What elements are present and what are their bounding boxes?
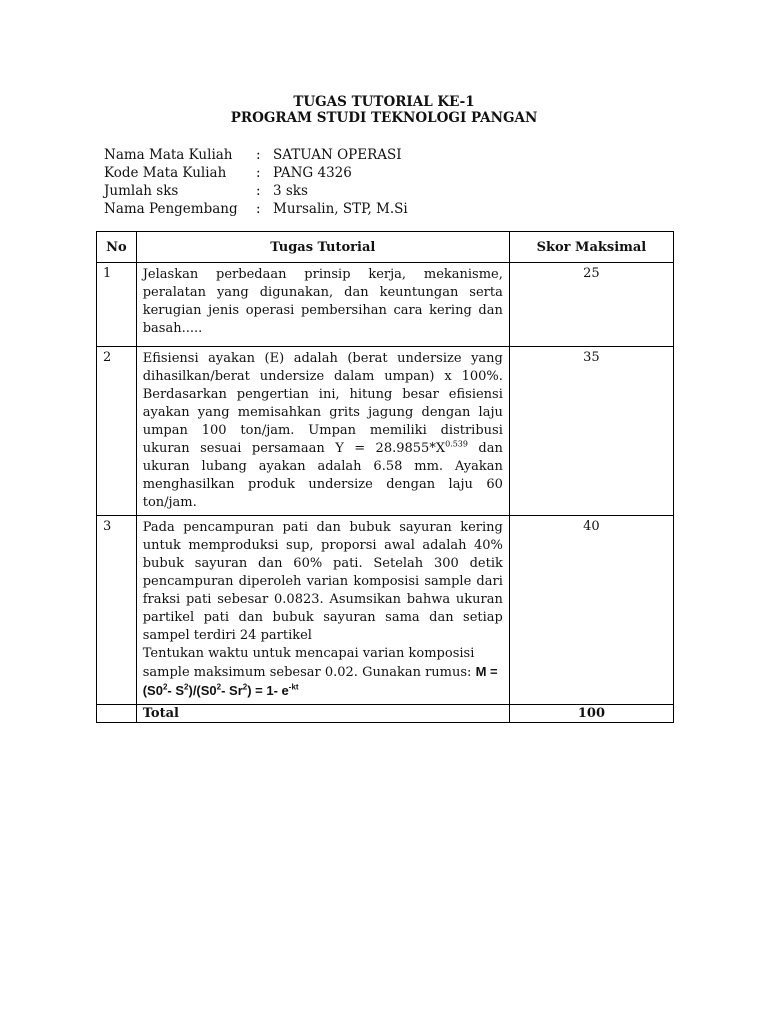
document-title: TUGAS TUTORIAL KE-1 xyxy=(293,94,475,110)
formula-part: )/(S0 xyxy=(188,683,217,698)
colon: : xyxy=(256,183,261,199)
row-number: 2 xyxy=(97,347,137,516)
credits-value: 3 sks xyxy=(273,183,308,199)
task-text-part: Efisiensi ayakan (E) adalah (berat undersize yang dihasilkan/berat undersize dalam umpan) x 100%. Berdasarkan pengertian ini, hitung besar efisiensi ayakan yang memisahkan grits jagung dengan laju umpan 100 ton/jam. Umpan memiliki distribusi ukuran sesuai persamaan Y = 28.9855*X xyxy=(142,351,503,456)
task-text xyxy=(136,516,509,705)
total-value: 100 xyxy=(509,705,673,723)
table-row xyxy=(97,516,674,705)
colon: : xyxy=(256,165,261,181)
formula-superscript: 2 xyxy=(216,682,222,692)
formula-part: - Sr xyxy=(221,683,243,698)
row-score: 40 xyxy=(509,516,673,705)
exponent: 0.539 xyxy=(445,439,468,449)
total-row xyxy=(97,705,674,723)
credits-row xyxy=(104,182,408,200)
row-score: 35 xyxy=(509,347,673,516)
formula-superscript: 2 xyxy=(184,682,189,692)
developer-value: Mursalin, STP, M.Si xyxy=(273,201,408,217)
colon: : xyxy=(256,201,261,217)
formula-superscript: -kt xyxy=(288,682,299,692)
course-name-row xyxy=(104,146,408,164)
tutorial-table xyxy=(96,231,674,723)
course-name-value: SATUAN OPERASI xyxy=(273,147,402,163)
course-name-label: Nama Mata Kuliah xyxy=(104,147,233,163)
header-no: No xyxy=(97,232,137,263)
header-task: Tugas Tutorial xyxy=(136,232,509,263)
table-row xyxy=(97,263,674,347)
colon: : xyxy=(256,147,261,163)
total-label: Total xyxy=(136,705,509,723)
task-text xyxy=(136,347,509,516)
formula-part: ) = 1- e xyxy=(247,683,289,698)
row-score: 25 xyxy=(509,263,673,347)
task-text-part: Tentukan waktu untuk mencapai varian komposisi sample maksimum sebesar 0.02. Gunakan rumus: xyxy=(142,646,476,680)
course-info xyxy=(104,146,408,218)
table-row xyxy=(97,347,674,516)
course-code-value: PANG 4326 xyxy=(273,165,352,181)
developer-row xyxy=(104,200,408,218)
credits-label: Jumlah sks xyxy=(104,183,179,199)
formula-superscript: 2 xyxy=(242,682,248,692)
course-code-label: Kode Mata Kuliah xyxy=(104,165,227,181)
task-text-part: Pada pencampuran pati dan bubuk sayuran kering untuk memproduksi sup, proporsi awal adalah 40% bubuk sayuran dan 60% pati. Setelah 300 detik pencampuran diperoleh varian komposisi sample dari fraksi pati sebesar 0.0823. Asumsikan bahwa ukuran partikel pati dan bubuk sayuran sama dan setiap sampel terdiri 24 partikel xyxy=(142,520,503,643)
course-code-row xyxy=(104,164,408,182)
table-header-row xyxy=(97,232,674,263)
header-score: Skor Maksimal xyxy=(509,232,673,263)
total-empty-cell xyxy=(97,705,137,723)
formula-part: - S xyxy=(167,683,185,698)
row-number: 1 xyxy=(97,263,137,347)
row-number: 3 xyxy=(97,516,137,705)
formula-superscript: 2 xyxy=(162,682,168,692)
document-subtitle: PROGRAM STUDI TEKNOLOGI PANGAN xyxy=(230,110,538,126)
formula-part: M = (S0 xyxy=(142,664,498,698)
developer-label: Nama Pengembang xyxy=(104,201,238,217)
task-text: Jelaskan perbedaan prinsip kerja, mekanisme, peralatan yang digunakan, dan keuntungan serta kerugian jenis operasi pembersihan cara kering dan basah..... xyxy=(136,263,509,347)
task-text-part: dan ukuran lubang ayakan adalah 6.58 mm. Ayakan menghasilkan produk undersize dengan laju 60 ton/jam. xyxy=(142,441,503,510)
